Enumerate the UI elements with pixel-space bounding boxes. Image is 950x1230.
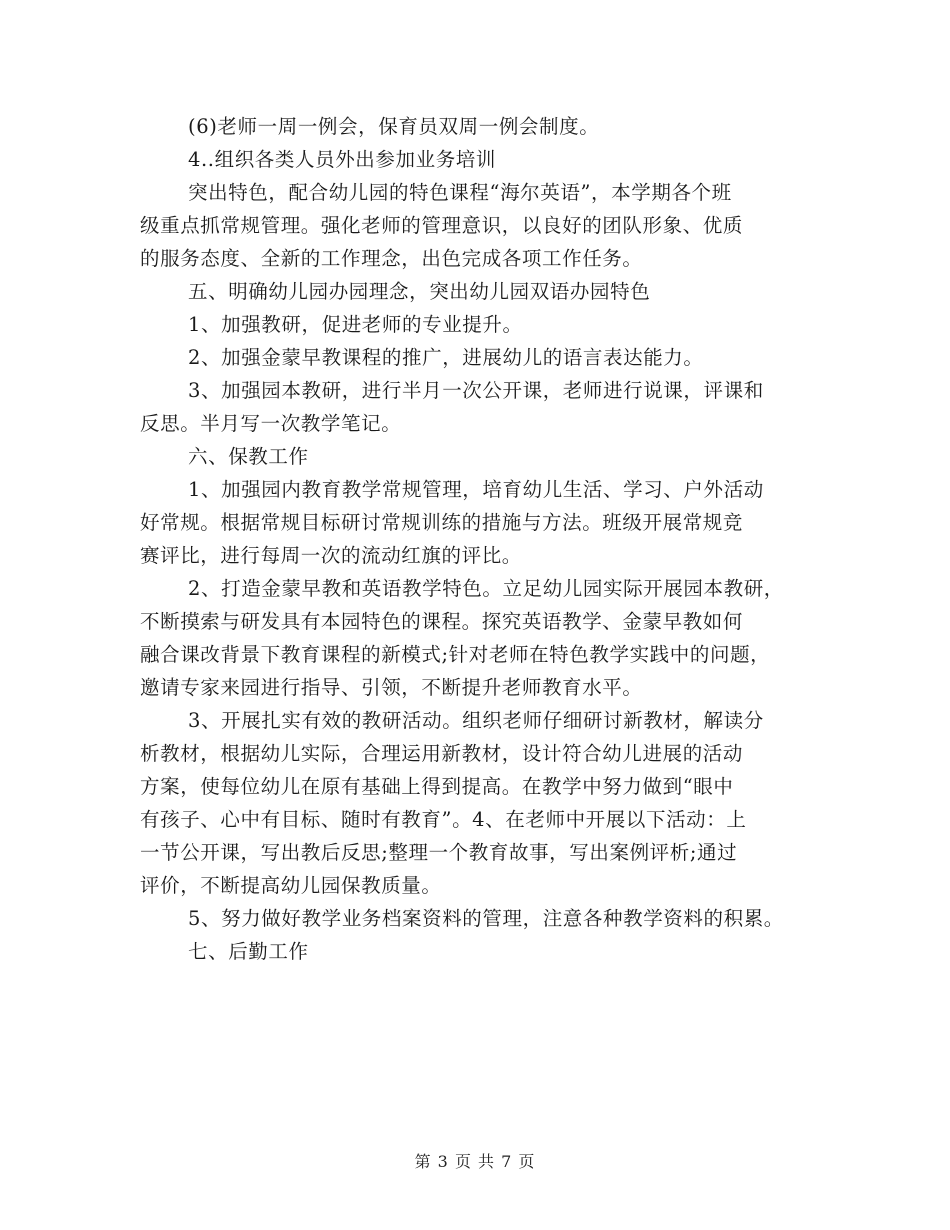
paragraph-line: 1、加强园内教育教学常规管理，培育幼儿生活、学习、户外活动: [188, 478, 764, 501]
paragraph-line: 好常规。根据常规目标研讨常规训练的措施与方法。班级开展常规竞: [140, 511, 744, 534]
paragraph-line: 融合课改背景下教育课程的新模式;针对老师在特色教学实践中的问题，: [140, 643, 771, 666]
paragraph-line: 不断摸索与研发具有本园特色的课程。探究英语教学、金蒙早教如何: [140, 610, 744, 633]
paragraph-line: (6)老师一周一例会，保育员双周一例会制度。: [188, 115, 600, 138]
section-heading: 六、保教工作: [188, 445, 309, 468]
paragraph-line: 5、努力做好教学业务档案资料的管理，注意各种教学资料的积累。: [188, 907, 784, 930]
paragraph-line: 一节公开课，写出教后反思;整理一个教育故事，写出案例评析;通过: [140, 841, 738, 864]
document-body: [140, 110, 830, 968]
paragraph-line: 邀请专家来园进行指导、引领，不断提升老师教育水平。: [140, 676, 643, 699]
paragraph-line: 反思。半月写一次教学笔记。: [140, 412, 402, 435]
paragraph-line: 析教材，根据幼儿实际，合理运用新教材，设计符合幼儿进展的活动: [140, 742, 744, 765]
page-number-footer: 第 3 页 共 7 页: [414, 1152, 536, 1171]
section-heading: 4..组织各类人员外出参加业务培训: [188, 148, 497, 171]
paragraph-line: 1、加强教研，促进老师的专业提升。: [188, 313, 523, 336]
paragraph-line: 级重点抓常规管理。强化老师的管理意识，以良好的团队形象、优质: [140, 214, 744, 237]
section-heading: 五、明确幼儿园办园理念，突出幼儿园双语办园特色: [188, 280, 651, 303]
paragraph-line: 评价，不断提高幼儿园保教质量。: [140, 874, 442, 897]
paragraph-line: 有孩子、心中有目标、随时有教育”。4、在老师中开展以下活动：上: [140, 808, 747, 831]
paragraph-line: 2、加强金蒙早教课程的推广，进展幼儿的语言表达能力。: [188, 346, 704, 369]
paragraph-line: 2、打造金蒙早教和英语教学特色。立足幼儿园实际开展园本教研，: [188, 577, 784, 600]
paragraph-line: 的服务态度、全新的工作理念，出色完成各项工作任务。: [140, 247, 643, 270]
section-heading: 七、后勤工作: [188, 940, 309, 963]
paragraph-line: 3、加强园本教研，进行半月一次公开课，老师进行说课，评课和: [188, 379, 764, 402]
paragraph-line: 赛评比，进行每周一次的流动红旗的评比。: [140, 544, 522, 567]
paragraph-line: 3、开展扎实有效的教研活动。组织老师仔细研讨新教材，解读分: [188, 709, 764, 732]
paragraph-line: 突出特色，配合幼儿园的特色课程“海尔英语”，本学期各个班: [188, 181, 732, 204]
paragraph-line: 方案，使每位幼儿在原有基础上得到提高。在教学中努力做到“眼中: [140, 775, 734, 798]
